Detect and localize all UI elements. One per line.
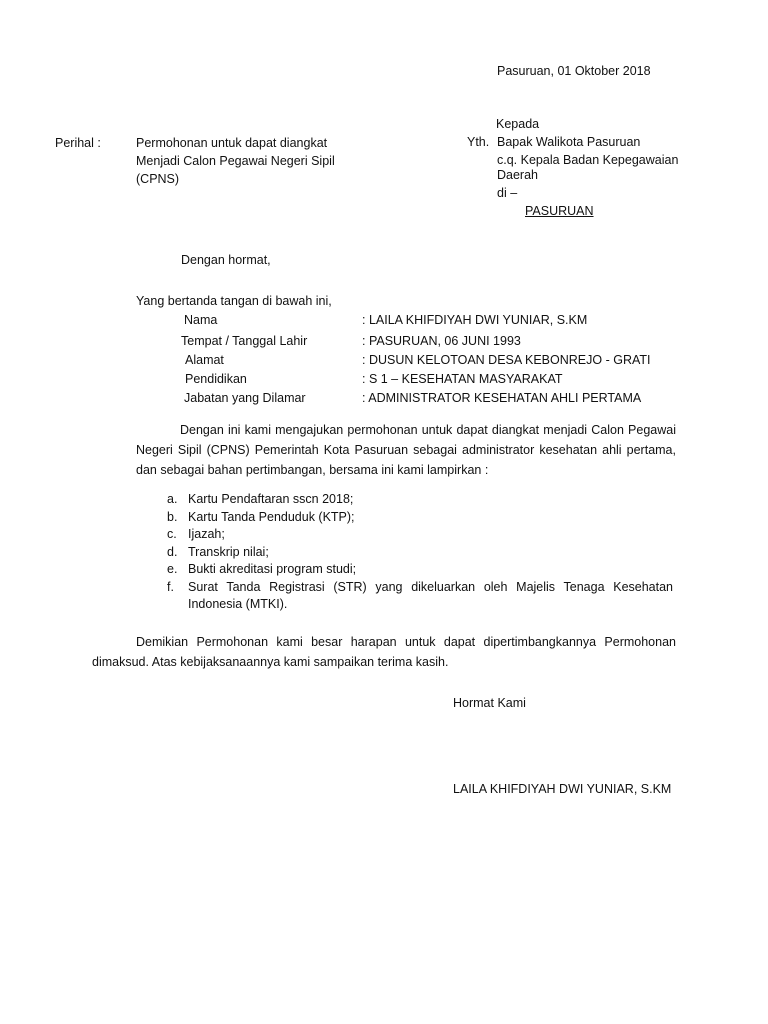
identity-value-alamat: : DUSUN KELOTOAN DESA KEBONREJO - GRATI: [362, 353, 651, 367]
list-marker: f.: [167, 579, 174, 594]
list-text: Bukti akreditasi program studi;: [188, 562, 357, 576]
recipient-line-2: c.q. Kepala Badan Kepegawaian: [497, 153, 679, 167]
greeting: Dengan hormat,: [181, 253, 271, 267]
closing-paragraph: Demikian Permohonan kami besar harapan untuk dapat dipertimbangkannya Permohonan dimaksud. Atas kebijaksanaannya kami sampaikan terima kasih.: [92, 635, 676, 669]
signer-name: LAILA KHIFDIYAH DWI YUNIAR, S.KM: [453, 782, 672, 796]
perihal-line-1: Permohonan untuk dapat diangkat: [136, 136, 328, 150]
list-item: [167, 509, 673, 527]
identity-label-nama: Nama: [184, 313, 218, 327]
identity-label-jabatan: Jabatan yang Dilamar: [184, 391, 306, 405]
identity-label-pendidikan: Pendidikan: [185, 372, 247, 386]
recipient-city: PASURUAN: [525, 204, 594, 218]
identity-label-ttl: Tempat / Tanggal Lahir: [181, 334, 308, 348]
recipient-line-3: Daerah: [497, 168, 538, 182]
recipient-line-1: Bapak Walikota Pasuruan: [497, 135, 641, 149]
recipient-kepada: Kepada: [496, 117, 540, 131]
list-marker: c.: [167, 527, 177, 541]
list-marker: e.: [167, 562, 178, 576]
list-item: [167, 491, 673, 509]
list-text: Surat Tanda Registrasi (STR) yang dikeluarkan oleh Majelis Tenaga Kesehatan Indonesia (MTKI).: [188, 579, 673, 611]
list-text: Ijazah;: [188, 527, 225, 541]
intro-line: Yang bertanda tangan di bawah ini,: [136, 294, 332, 308]
recipient-di: di –: [497, 186, 518, 200]
list-item: [167, 579, 673, 614]
body-paragraph: Dengan ini kami mengajukan permohonan untuk dapat diangkat menjadi Calon Pegawai Negeri Sipil (CPNS) Pemerintah Kota Pasuruan sebagai administrator kesehatan ahli pertama, dan sebagai bahan pertimbangan, bersama ini kami lampirkan :: [136, 423, 676, 477]
list-text: Transkrip nilai;: [188, 544, 269, 559]
perihal-line-3: (CPNS): [136, 172, 180, 186]
perihal-label: Perihal :: [55, 136, 101, 150]
list-item: [167, 526, 673, 544]
list-text: Kartu Pendaftaran sscn 2018;: [188, 492, 354, 506]
identity-value-pendidikan: : S 1 – KESEHATAN MASYARAKAT: [362, 372, 563, 386]
place-date: Pasuruan, 01 Oktober 2018: [497, 64, 651, 78]
list-item: [167, 544, 673, 562]
perihal-line-2: Menjadi Calon Pegawai Negeri Sipil: [136, 154, 335, 168]
recipient-yth: Yth.: [467, 135, 490, 149]
attachment-list: [167, 491, 673, 614]
list-marker: b.: [167, 509, 178, 524]
identity-value-ttl: : PASURUAN, 06 JUNI 1993: [362, 334, 521, 348]
identity-value-jabatan: : ADMINISTRATOR KESEHATAN AHLI PERTAMA: [362, 391, 642, 405]
identity-label-alamat: Alamat: [185, 353, 224, 367]
list-marker: d.: [167, 544, 178, 559]
list-item: [167, 561, 673, 579]
list-marker: a.: [167, 492, 178, 506]
identity-value-nama: : LAILA KHIFDIYAH DWI YUNIAR, S.KM: [362, 313, 588, 327]
sign-off: Hormat Kami: [453, 696, 526, 710]
list-text: Kartu Tanda Penduduk (KTP);: [188, 509, 355, 524]
